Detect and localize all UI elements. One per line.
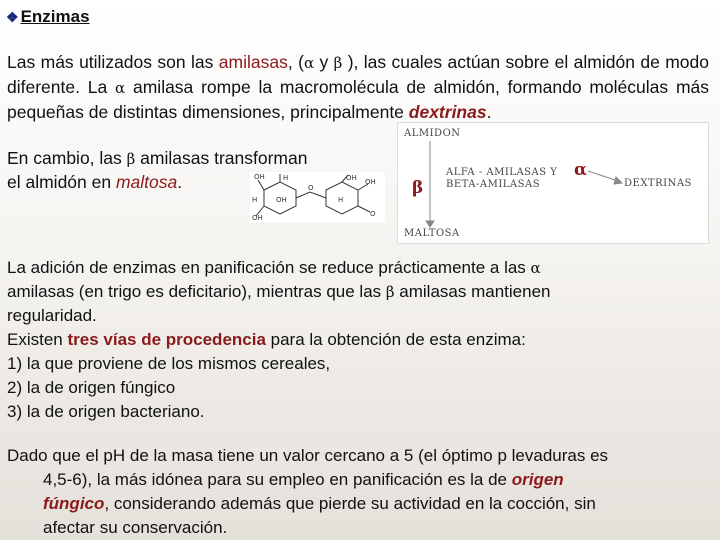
paragraph-conclusion: Dado que el pH de la masa tiene un valor cercano a 5 (el óptimo p levaduras es 4,5-6), la más idónea para su empleo en panificación es la de origen fúngico, considerando además que pierde su actividad en la cocción, sin afectar su conservación. (7, 446, 609, 537)
svg-text:OH: OH (276, 196, 287, 204)
svg-text:OH: OH (252, 214, 263, 222)
svg-text:O: O (308, 184, 314, 192)
svg-text:OH: OH (346, 174, 357, 182)
slide-title: ❖ Enzimas (6, 7, 90, 26)
list-item: 2) la de origen fúngico (7, 378, 176, 397)
beta-line-1: En cambio, las β amilasas transforman (7, 148, 308, 168)
svg-text:H: H (338, 196, 344, 204)
svg-text:O: O (370, 210, 376, 218)
paragraph-intro: Las más utilizados son las amilasas, (α y β ), las cuales actúan sobre el almidón de modo diferente. La α amilasa rompe la macromolécula de almidón, formando moléculas más pequeñas de distintas dimensiones, principalmente dextrinas. (7, 52, 710, 122)
amylase-diagram (397, 122, 709, 244)
label-maltosa: MALTOSA (404, 228, 460, 239)
beta-line-2: el almidón en maltosa. (7, 172, 183, 192)
svg-text:OH: OH (254, 173, 265, 181)
label-almidon: ALMIDON (404, 128, 461, 139)
diamond-bullet-icon: ❖ (6, 8, 19, 25)
alpha-symbol: α (574, 160, 588, 180)
label-enzimas-2: BETA-AMILASAS (446, 179, 541, 190)
list-item: 1) la que proviene de los mismos cereales, (7, 354, 331, 373)
list-item: 3) la de origen bacteriano. (7, 402, 205, 421)
label-enzimas-1: ALFA - AMILASAS Y (446, 167, 558, 178)
label-dextrinas: DEXTRINAS (624, 178, 692, 189)
maltose-structure-image (250, 172, 385, 222)
svg-text:H: H (283, 174, 289, 182)
svg-text:OH: OH (365, 178, 376, 186)
beta-symbol: β (412, 178, 424, 198)
svg-text:H: H (252, 196, 258, 204)
paragraph-enzymes: La adición de enzimas en panificación se reduce prácticamente a las α amilasas (en trigo es deficitario), mientras que las β amilasas mantienen regularidad. Existen tres vías de procedencia para la obtención de esta enzima: 1) la que proviene de los mismos cereales, 2) la de origen fúngico 3) la de origen bacteriano. (7, 256, 709, 424)
